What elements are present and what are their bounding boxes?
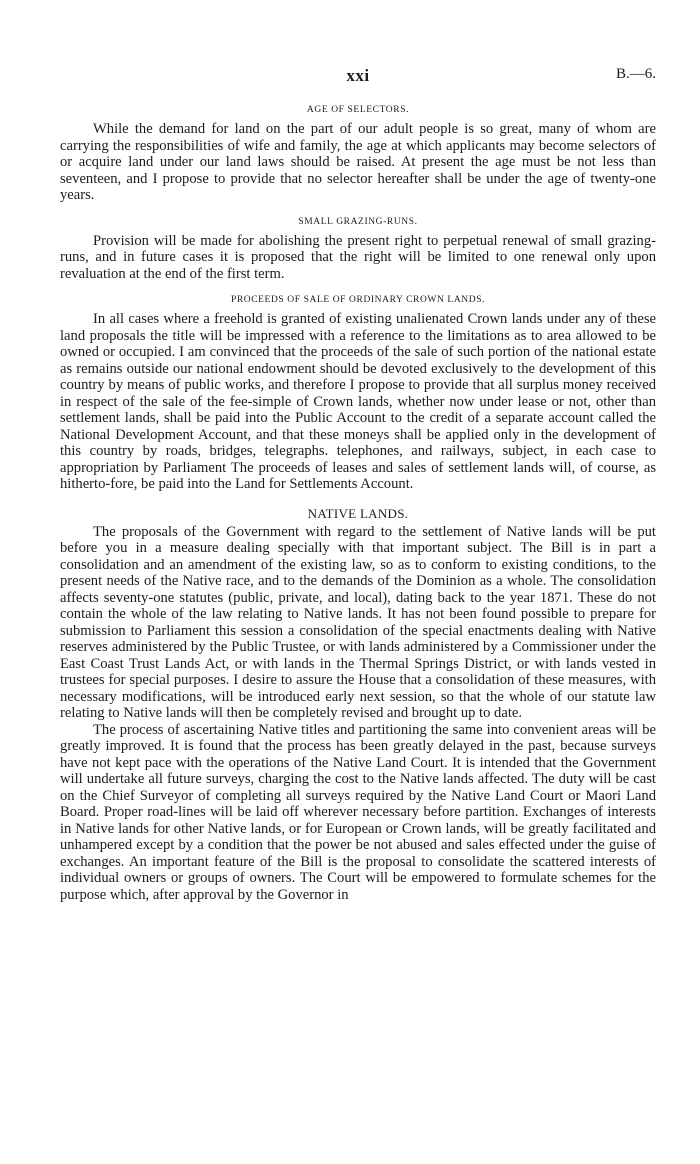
document-reference: B.—6. [615, 66, 656, 82]
section-small-grazing-runs [60, 215, 656, 283]
paragraph: While the demand for land on the part of our adult people is so great, many of whom are carrying the responsibilities of wife and family, the age at which applicants may become selectors of or acquire land under our land laws should be raised. At present the age must be not less than seventeen, and I propose to provide that no selector hereafter shall be under the age of twenty-one years. [60, 121, 656, 203]
page-body [60, 103, 656, 914]
section-heading: SMALL GRAZING-RUNS. [298, 216, 418, 227]
section-heading: AGE OF SELECTORS. [306, 105, 410, 115]
paragraph: Provision will be made for abolishing the present right to perpetual renewal of small grazing-runs, and in future cases it is proposed that the right will be limited to one renewal only upon revaluation at the end of the first term. [60, 232, 656, 282]
page-number: xxi [346, 66, 370, 85]
paragraph: The process of ascertaining Native titles and partitioning the same into convenient areas will be greatly improved. It is found that the process has been greatly delayed in the past, because surveys have not kept pace with the operations of the Native Land Court. It is intended that the Government will undertake all future surveys, charging the cost to the Native lands affected. The duty will be cast on the Chief Surveyor of completing all surveys required by the Native Land Court or Maori Land Board. Proper road-lines will be laid off wherever necessary before partition. Exchanges of interests in Native lands for other Native lands, or for European or Crown lands, will be greatly facilitated and unhampered except by a condition that the power be not abused and sales effected under the guise of exchanges. An important feature of the Bill is the proposal to consolidate the scattered interests of individual owners or groups of owners. The Court will be empowered to formulate schemes for the purpose which, after approval by the Governor in [60, 721, 656, 903]
section-native-lands [60, 507, 656, 904]
section-age-of-selectors [60, 103, 656, 204]
paragraph: In all cases where a freehold is granted of existing unalienated Crown lands under any of these land proposals the title will be impressed with a reference to the limitations as to area allowed to be owned or occupied. I am convinced that the proceeds of the sale of such portion of the national estate as remains outside our national endowment should be devoted exclusively to the development of this country by means of public works, and therefore I propose to provide that all surplus money received in respect of the sale of the fee-simple of Crown lands, whether now under lease or not, other than settlement lands, shall be paid into the Public Account to the credit of a separate account called the National Development Account, and that these moneys shall be applied only in the development of this country by roads, bridges, telegraphs. telephones, and railways, subject, in each case to appropriation by Parliament The proceeds of leases and sales of settlement lands will, of course, as hitherto-fore, be paid into the Land for Settlements Account. [60, 311, 656, 492]
section-proceeds-of-sale [60, 293, 656, 493]
page-header [60, 66, 656, 88]
section-heading: PROCEEDS OF SALE OF ORDINARY CROWN LANDS. [230, 295, 486, 305]
paragraph: The proposals of the Government with regard to the settlement of Native lands will be put before you in a measure dealing specially with that important subject. The Bill is in part a consolidation and an amendment of the existing law, so as to conform to existing conditions, to the present needs of the Native race, and to the demands of the Dominion as a whole. The consolidation affects seventy-one statutes (public, private, and local), dating back to the year 1871. These do not contain the whole of the law relating to Native lands. It has not been found possible to prepare for submission to Parliament this session a consolidation of the special enactments dealing with Native reserves administered by the Public Trustee, or with lands administered by a Commissioner under the East Coast Trust Lands Act, or with lands in the Thermal Springs District, or with lands vested in trustees for special purposes. I desire to assure the House that a consolidation of these measures, with necessary modifications, will be introduced early next session, so that the whole of our statute law relating to Native lands will then be completely revised and brought up to date. [60, 523, 656, 721]
section-heading: NATIVE LANDS. [307, 505, 409, 521]
